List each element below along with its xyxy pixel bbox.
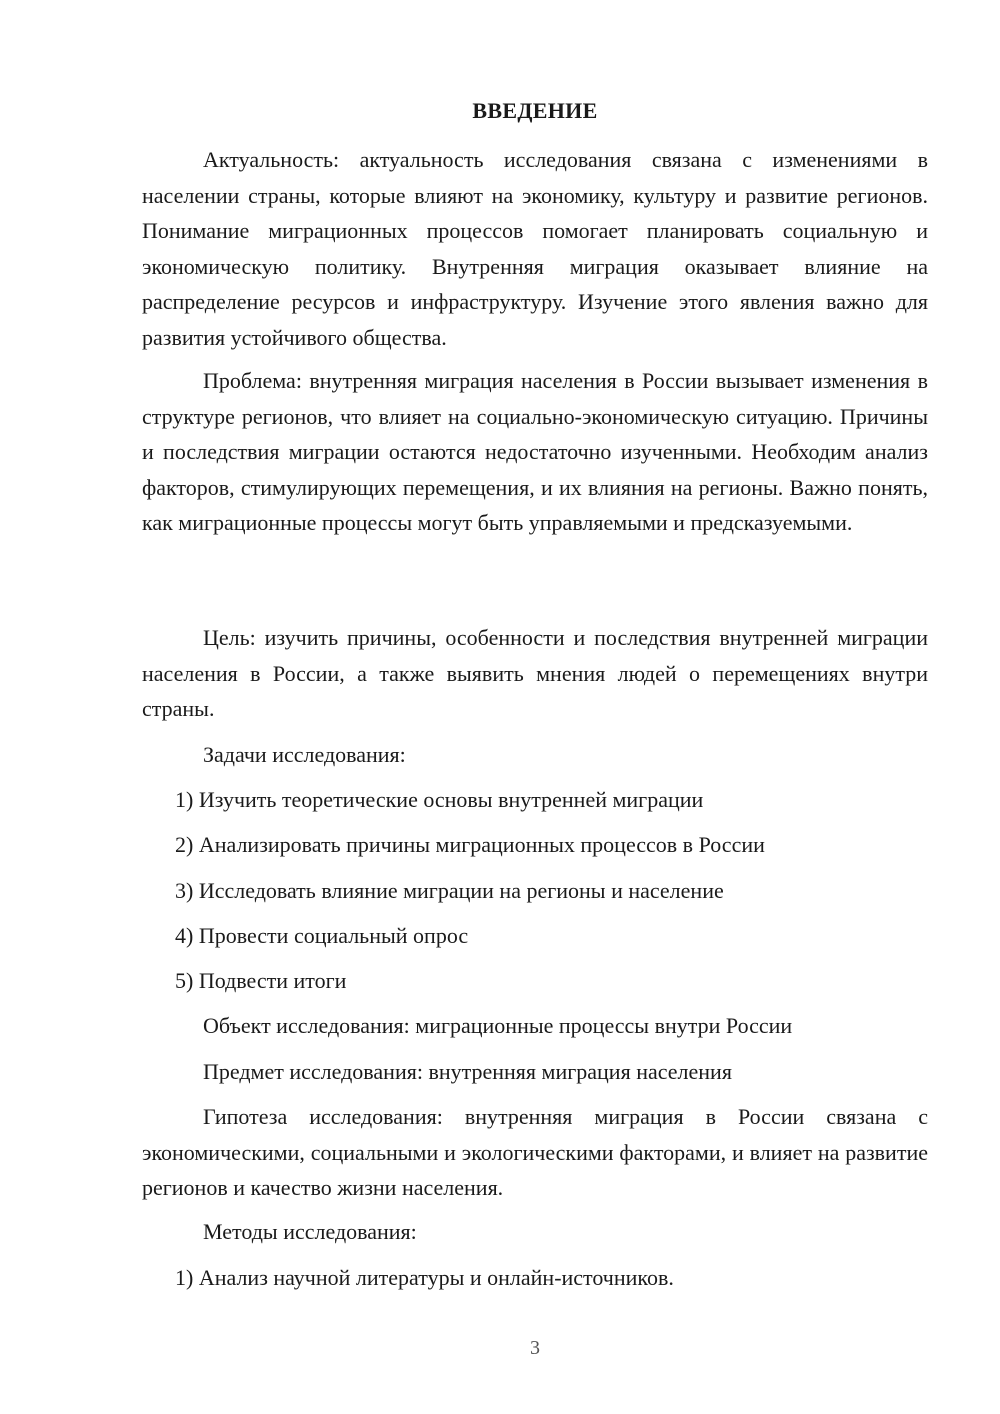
page-number: 3	[530, 1337, 540, 1359]
subject-line: Предмет исследования: внутренняя миграция населения	[203, 1059, 732, 1084]
hypothesis-paragraph: Гипотеза исследования: внутренняя миграция в России связана с экономическими, социальными и экологическими факторами, и влияет на развитие регионов и качество жизни населения.	[142, 1104, 928, 1200]
task-item: 5) Подвести итоги	[175, 968, 347, 993]
tasks-title: Задачи исследования:	[203, 742, 406, 767]
goal-paragraph: Цель: изучить причины, особенности и последствия внутренней миграции населения в России, а также выявить мнения людей о перемещениях внутри страны.	[142, 625, 928, 721]
task-item: 4) Провести социальный опрос	[175, 923, 469, 948]
section-heading: ВВЕДЕНИЕ	[472, 98, 598, 123]
relevance-paragraph: Актуальность: актуальность исследования связана с изменениями в населении страны, которые влияют на экономику, культуру и развитие регионов. Понимание миграционных процессов помогает планировать социальную и экономическую политику. Внутренняя миграция оказывает влияние на распределение ресурсов и инфраструктуру. Изучение этого явления важно для развития устойчивого общества.	[142, 147, 928, 350]
task-item: 1) Изучить теоретические основы внутренней миграции	[175, 787, 704, 812]
object-line: Объект исследования: миграционные процессы внутри России	[203, 1013, 793, 1038]
problem-paragraph: Проблема: внутренняя миграция населения в России вызывает изменения в структуре регионов, что влияет на социально-экономическую ситуацию. Причины и последствия миграции остаются недостаточно изученными. Необходим анализ факторов, стимулирующих перемещения, и их влияния на регионы. Важно понять, как миграционные процессы могут быть управляемыми и предсказуемыми.	[142, 368, 928, 535]
methods-title: Методы исследования:	[203, 1219, 417, 1244]
task-item: 3) Исследовать влияние миграции на регионы и население	[175, 878, 724, 903]
task-item: 2) Анализировать причины миграционных процессов в России	[175, 832, 765, 857]
method-item: 1) Анализ научной литературы и онлайн-источников.	[175, 1265, 674, 1290]
